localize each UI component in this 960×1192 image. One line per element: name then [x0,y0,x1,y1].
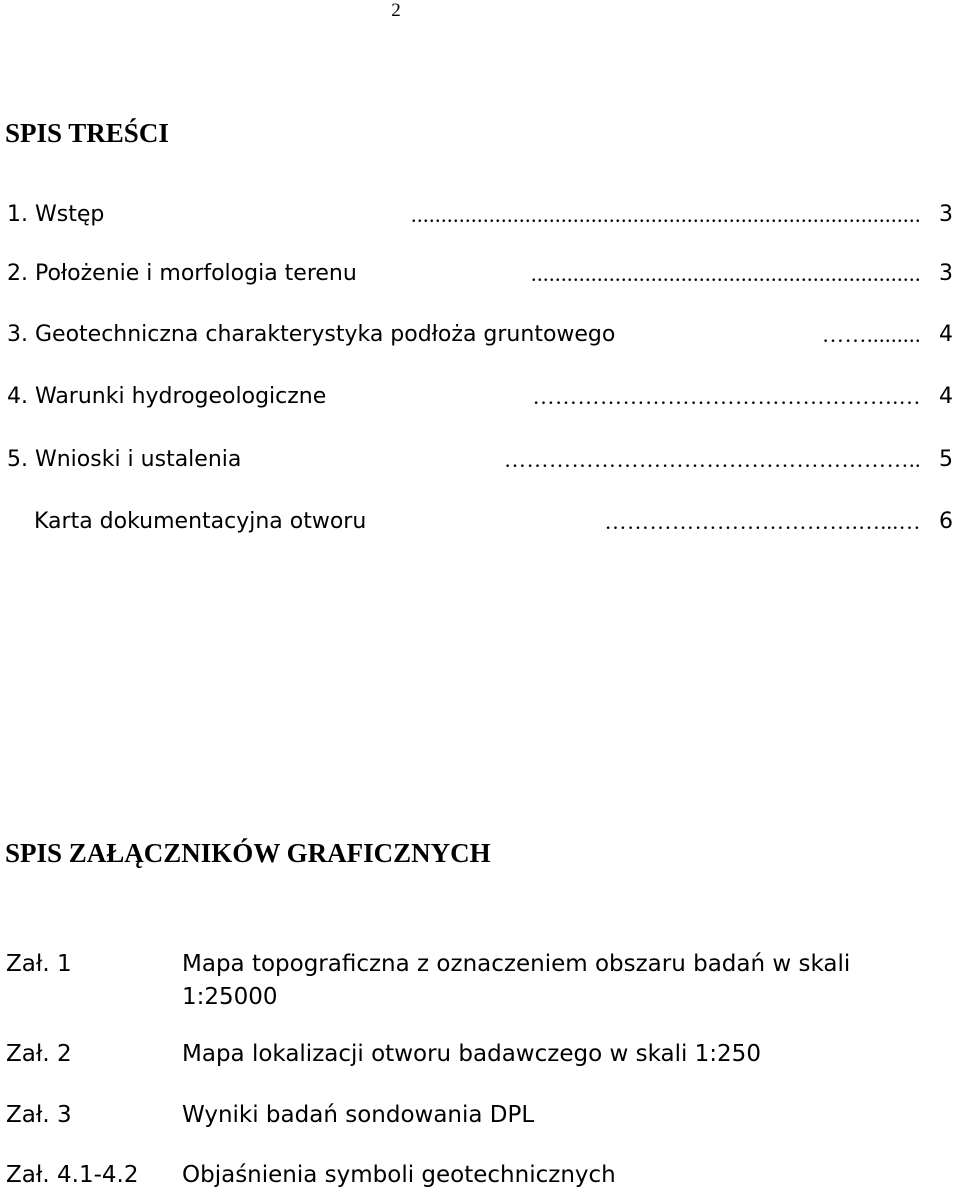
attachment-description: Mapa topograficzna z oznaczeniem obszaru badań w skali 1:25000 [182,951,851,1010]
toc-entry-page: 6 [939,509,953,534]
toc-entry-page: 4 [939,322,953,347]
toc-entry-label: 2. Położenie i morfologia terenu [7,261,357,286]
attachments-heading: SPIS ZAŁĄCZNIKÓW GRAFICZNYCH [5,838,491,868]
attachment-id: Zał. 2 [6,1041,72,1067]
toc-entry-introduction [7,198,953,232]
attachment-item [6,1038,952,1071]
toc-entry-label: 5. Wnioski i ustalenia [7,447,242,472]
toc-entry-borehole-card [34,505,953,539]
toc-entry-label: Karta dokumentacyjna otworu [34,509,367,534]
attachment-item [6,948,952,1014]
toc-entry-hydrogeology [7,380,953,414]
toc-entry-page: 4 [939,384,953,409]
toc-heading: SPIS TREŚCI [5,118,169,148]
attachment-id: Zał. 3 [6,1102,72,1128]
toc-leader-dots: ................................................................. [531,261,921,286]
toc-leader-dots: ..................................................................................... [411,202,921,227]
toc-entry-geotechnics [7,318,953,352]
toc-entry-conclusions [7,443,953,477]
toc-entry-page: 3 [939,261,953,286]
page-number: 2 [391,0,401,21]
attachment-id: Zał. 1 [6,951,72,977]
attachment-description: Objaśnienia symboli geotechnicznych [182,1162,616,1188]
toc-entry-label: 4. Warunki hydrogeologiczne [7,384,327,409]
toc-leader-dots: ……......... [822,322,921,347]
toc-leader-dots: …………………………….…...… [604,509,921,534]
attachment-item [6,1159,952,1192]
attachment-description: Wyniki badań sondowania DPL [182,1102,535,1128]
attachment-id: Zał. 4.1-4.2 [6,1162,139,1188]
attachment-description: Mapa lokalizacji otworu badawczego w skali 1:250 [182,1041,761,1067]
toc-entry-location [7,257,953,291]
toc-entry-page: 3 [939,202,953,227]
toc-leader-dots: ………………………………………….… [532,384,921,409]
toc-entry-page: 5 [939,447,953,472]
toc-leader-dots: ……………………………………………….. [504,447,921,472]
attachment-item [6,1099,952,1132]
toc-entry-label: 3. Geotechniczna charakterystyka podłoża gruntowego [7,322,616,347]
toc-entry-label: 1. Wstęp [7,202,105,227]
